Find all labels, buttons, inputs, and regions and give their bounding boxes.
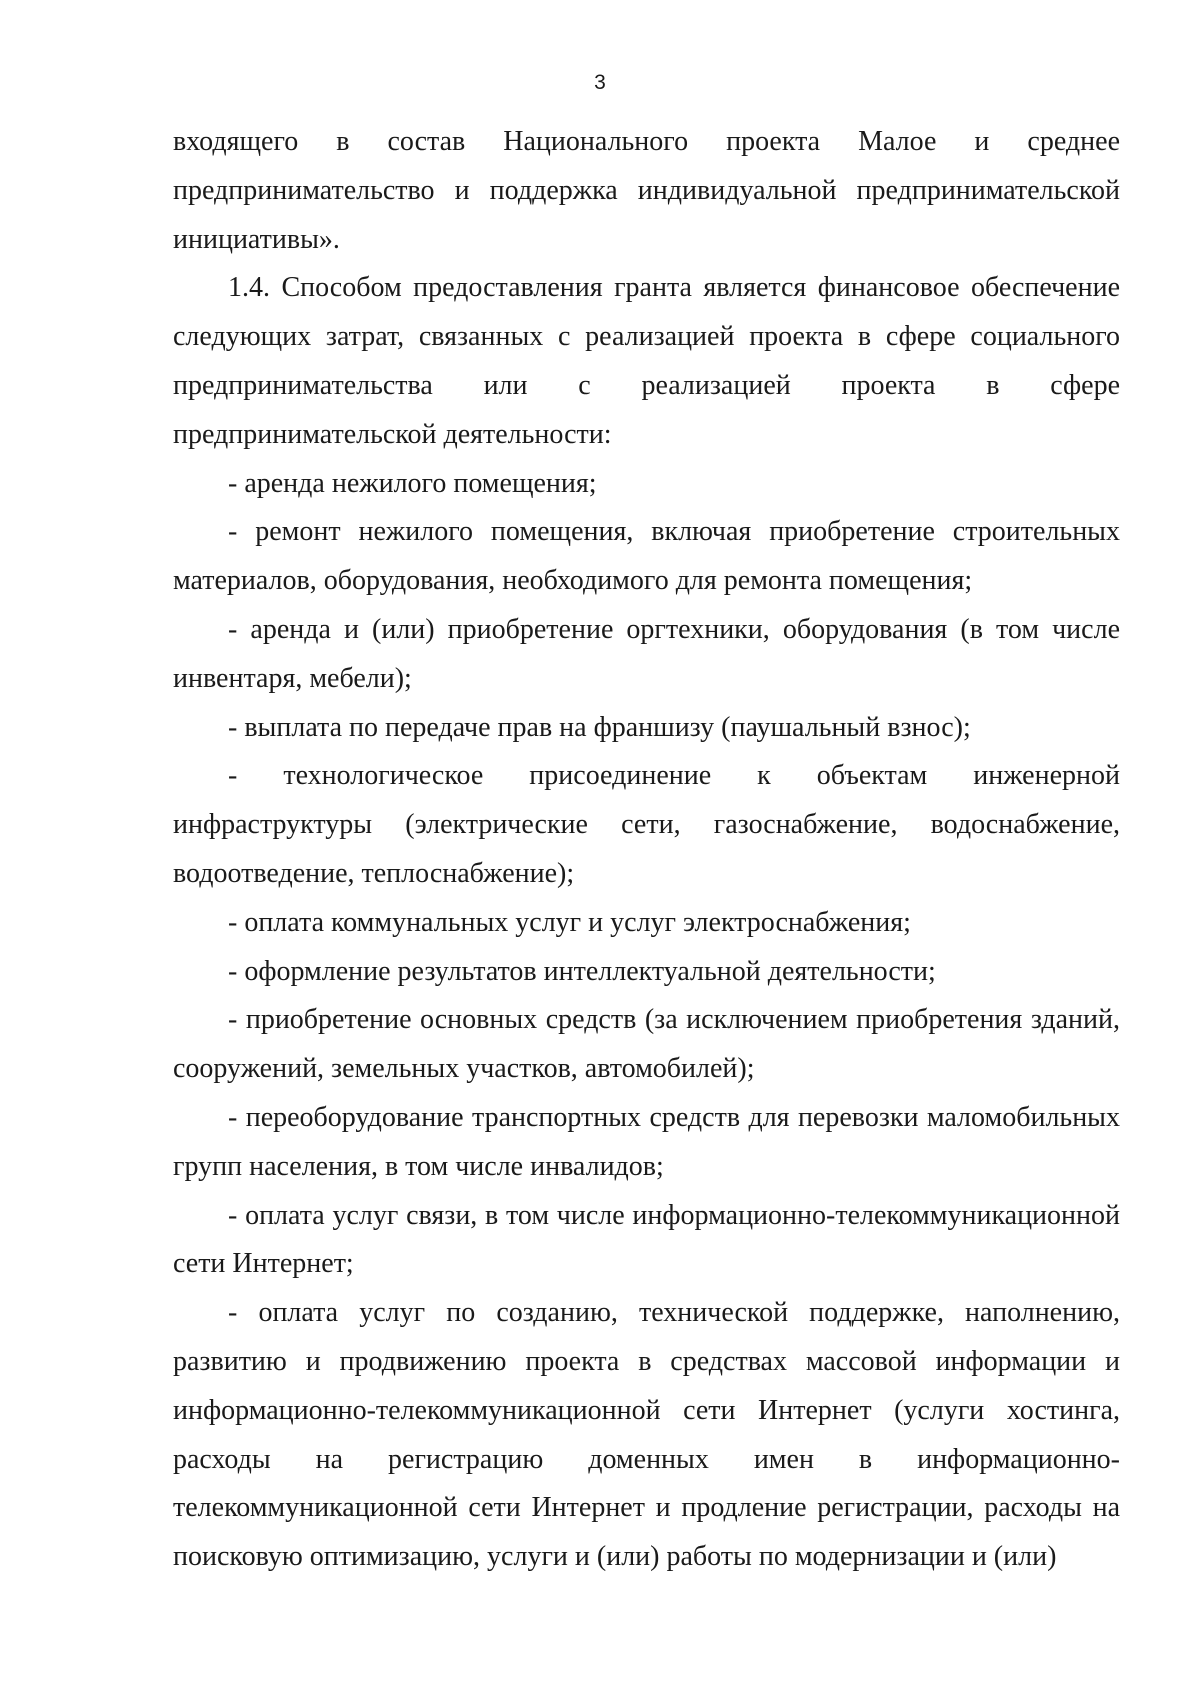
list-item-internet-promotion: - оплата услуг по созданию, технической поддержке, наполнению, развитию и продвижению проекта в средствах массовой информации и информационно-телекоммуникационной сети Интернет (услуги хостинга, расходы на регистрацию доменных имен в информационно-телекоммуникационной сети Интернет и продление регистрации, расходы на поисковую оптимизацию, услуги и (или) работы по модернизации и (или) xyxy=(173,1297,1120,1573)
list-item-franchise-payment: - выплата по передаче прав на франшизу (паушальный взнос); xyxy=(228,711,971,743)
list-item-rent-premises: - аренда нежилого помещения; xyxy=(228,467,597,499)
list-item-communication-services: - оплата услуг связи, в том числе информационно-телекоммуникационной сети Интернет; xyxy=(173,1199,1120,1280)
paragraph-1-4-grant-method: 1.4. Способом предоставления гранта является финансовое обеспечение следующих затрат, связанных с реализацией проекта в сфере социального предпринимательства или с реализацией проекта в сфере предпринимательской деятельности: xyxy=(173,272,1120,450)
list-item-infrastructure-connection: - технологическое присоединение к объектам инженерной инфраструктуры (электрические сети, газоснабжение, водоснабжение, водоотведение, теплоснабжение); xyxy=(173,760,1120,889)
list-item-fixed-assets: - приобретение основных средств (за исключением приобретения зданий, сооружений, земельных участков, автомобилей); xyxy=(173,1004,1120,1085)
list-item-utilities: - оплата коммунальных услуг и услуг электроснабжения; xyxy=(228,906,911,938)
list-item-office-equipment: - аренда и (или) приобретение оргтехники, оборудования (в том числе инвентаря, мебели); xyxy=(173,613,1120,694)
list-item-intellectual-property: - оформление результатов интеллектуальной деятельности; xyxy=(228,955,936,987)
list-item-repair-premises: - ремонт нежилого помещения, включая приобретение строительных материалов, оборудования, необходимого для ремонта помещения; xyxy=(173,516,1120,597)
page-number: 3 xyxy=(594,71,606,94)
paragraph-national-project-continuation: входящего в состав Национального проекта Малое и среднее предпринимательство и поддержка индивидуальной предпринимательской инициативы». xyxy=(173,126,1120,255)
document-body xyxy=(173,118,1120,1582)
list-item-vehicle-conversion: - переоборудование транспортных средств для перевозки маломобильных групп населения, в том числе инвалидов; xyxy=(173,1101,1120,1182)
